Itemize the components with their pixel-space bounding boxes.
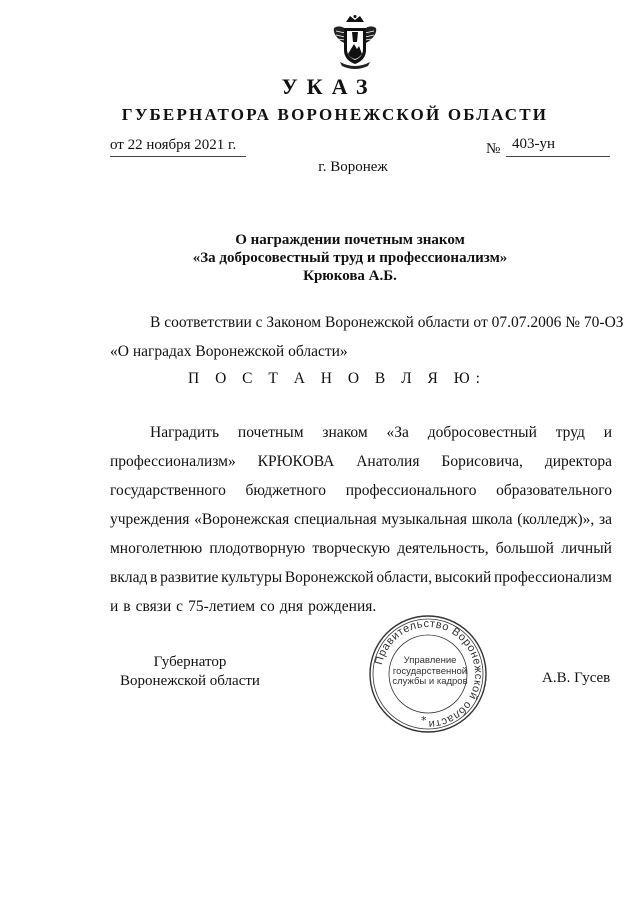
body-word: учреждения: [110, 511, 190, 528]
body-word: Борисовича,: [441, 453, 523, 470]
body-word: специальная: [293, 511, 377, 528]
body-word: рождения.: [308, 598, 377, 615]
body-word: Наградить: [150, 424, 220, 441]
preamble-line: В соответствии с Законом Воронежской области от 07.07.2006 № 70-ОЗ: [150, 314, 624, 331]
seal-inner-text: [367, 656, 489, 688]
body-word: (колледж)»,: [517, 511, 595, 528]
body-word: многолетнюю: [110, 540, 203, 557]
signatory-title: [110, 653, 270, 691]
number-label: №: [486, 141, 501, 157]
body-word: профессионального: [345, 482, 477, 499]
body-word: плодотворную: [209, 540, 306, 557]
decree-word: П О С Т А Н О В Л Я Ю:: [188, 370, 486, 387]
body-word: за: [598, 511, 612, 528]
body-word: большой: [495, 540, 554, 557]
body-word: личный: [561, 540, 612, 557]
heading-line: О награждении почетным знаком: [235, 232, 465, 248]
seal-inner-line: государственной: [392, 665, 468, 677]
signatory-title-line: Воронежской области: [120, 673, 260, 689]
body-word: «Воронежская: [194, 511, 290, 528]
body-word: вклад: [110, 569, 148, 586]
heading-line: «За добросовестный труд и профессионализм»: [192, 250, 508, 266]
body-line: [110, 534, 612, 563]
body-word: творческую: [312, 540, 391, 557]
body-line: [110, 447, 612, 476]
body-word: со: [260, 598, 275, 615]
body-word: государственного: [110, 482, 226, 499]
body-line: [110, 563, 612, 592]
document-date: от 22 ноября 2021 г.: [110, 137, 246, 157]
body-word: КРЮКОВА: [257, 453, 335, 470]
body-word: области,: [376, 569, 433, 586]
body-word: в: [150, 569, 158, 586]
body-word: знаком: [322, 424, 368, 441]
seal-inner-line: Управление: [403, 655, 457, 666]
body-word: культуры: [221, 569, 283, 586]
signatory-title-line: Губернатор: [153, 654, 227, 670]
body-word: бюджетного: [245, 482, 327, 499]
body-word: профессионализм»: [110, 453, 236, 470]
body-word: деятельность,: [397, 540, 489, 557]
body-word: добросовестный: [427, 424, 537, 441]
coat-of-arms-icon: [330, 14, 380, 72]
body-word: в: [123, 598, 131, 615]
body-word: высокий: [434, 569, 492, 586]
signatory-name: А.В. Гусев: [542, 670, 611, 686]
body-word: образовательного: [496, 482, 612, 499]
body-word: развитие: [160, 569, 219, 586]
body-word: связи: [135, 598, 172, 615]
heading-line: Крюкова А.Б.: [303, 268, 397, 284]
seal-ring-text: Правительство Воронежской области: [372, 617, 485, 731]
body-word: директора: [544, 453, 612, 470]
body-line: [110, 418, 612, 447]
body-word: с: [176, 598, 184, 615]
seal-star-icon: *: [421, 714, 427, 727]
document-city: г. Воронеж: [318, 159, 388, 175]
body-line: [110, 505, 612, 534]
preamble-line: «О наградах Воронежской области»: [110, 343, 348, 360]
body-line: [110, 592, 612, 621]
decree-body: [110, 418, 612, 621]
body-word: школа: [471, 511, 513, 528]
seal-inner-line: службы и кадров: [392, 676, 468, 687]
document-title: УКАЗ: [281, 74, 377, 99]
body-word: «За: [386, 424, 409, 441]
body-word: труд: [555, 424, 585, 441]
document-subtitle: ГУБЕРНАТОРА ВОРОНЕЖСКОЙ ОБЛАСТИ: [121, 105, 549, 124]
body-word: и: [110, 598, 119, 615]
body-word: профессионализм: [493, 569, 612, 586]
body-word: Воронежской: [284, 569, 374, 586]
body-word: почетным: [237, 424, 304, 441]
decree-heading: [0, 231, 640, 285]
body-word: дня: [279, 598, 304, 615]
body-word: 75-летием: [188, 598, 256, 615]
body-line: [110, 476, 612, 505]
body-word: Анатолия: [356, 453, 420, 470]
document-number: 403-ун: [506, 136, 610, 157]
body-word: и: [603, 424, 612, 441]
body-word: музыкальная: [381, 511, 467, 528]
